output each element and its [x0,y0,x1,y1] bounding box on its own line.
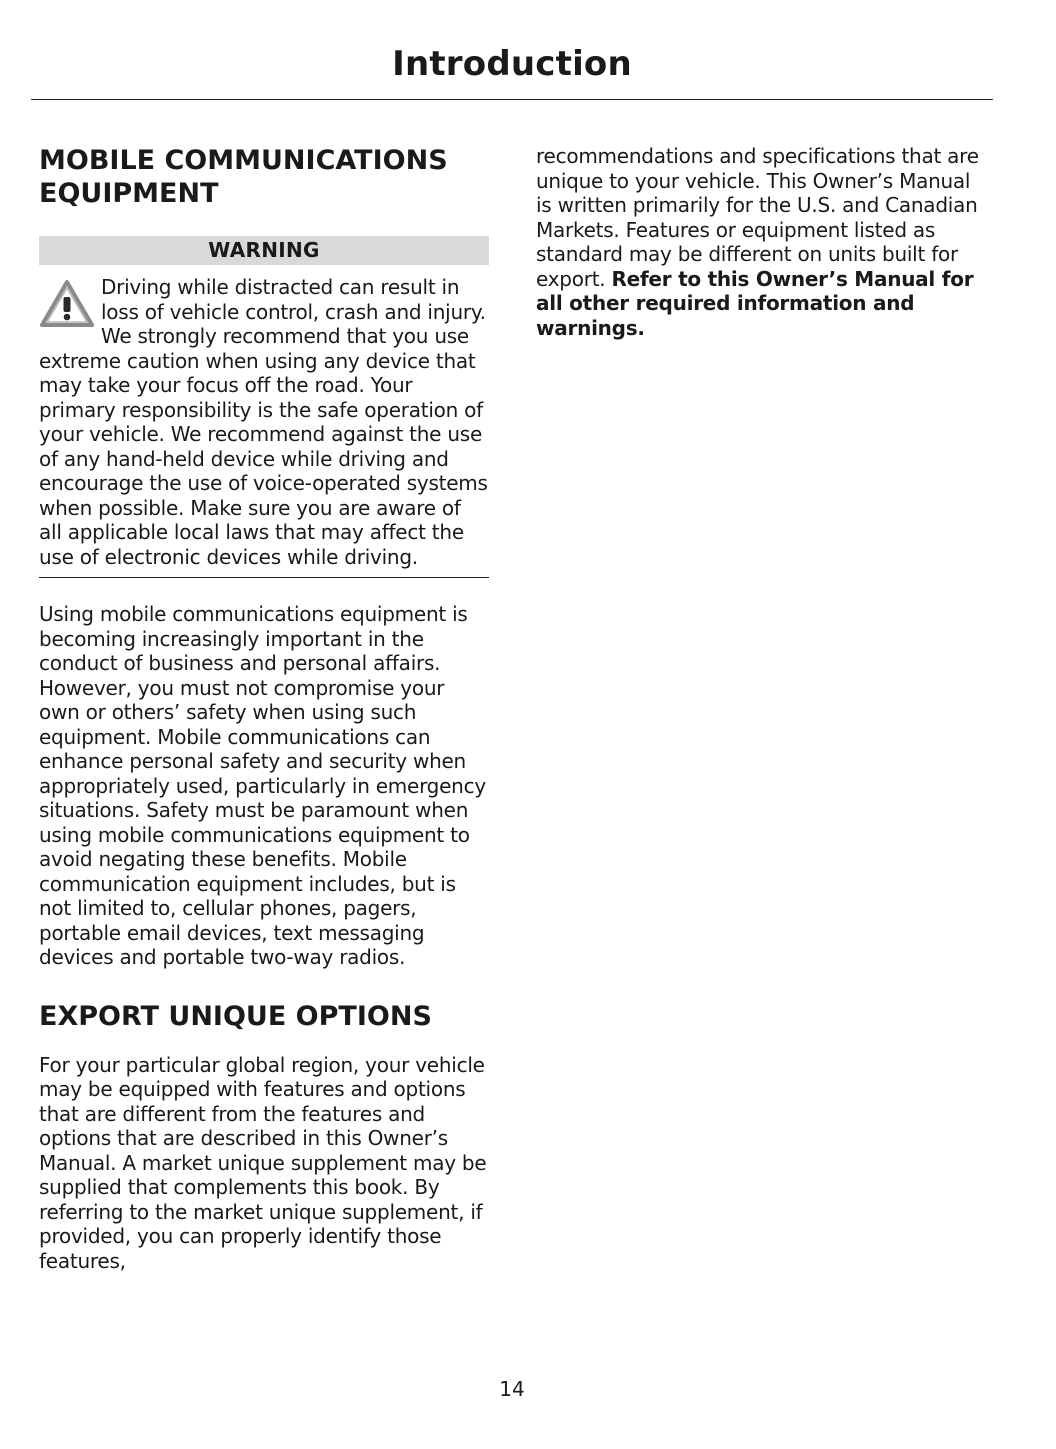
page-number: 14 [499,1377,525,1401]
page-title: Introduction [392,44,632,84]
mobile-communications-paragraph: Using mobile communications equipment is becoming increasingly important in the conduct of business and personal affairs. However, you must not compromise your own or others’ safety when using such equipment. Mobile communications can enhance personal safety and security when appropriately used, particularly in emergency situations. Safety must be paramount when using mobile communications equipment to avoid negating these benefits. Mobile communication equipment includes, but is not limited to, cellular phones, pagers, portable email devices, text messaging devices and portable two-way radios. [39,602,486,969]
left-column [39,144,489,1273]
warning-text: Driving while distracted can result in loss of vehicle control, crash and injury. We strongly recommend that you use extreme caution when using any device that may take your focus off the road. Your primary responsibility is the safe operation of your vehicle. We recommend against the use of any hand-held device while driving and encourage the use of voice-operated systems when possible. Make sure you are aware of all applicable local laws that may affect the use of electronic devices while driving. [39,275,488,569]
heading-line-2: EQUIPMENT [39,178,219,209]
export-options-paragraph: For your particular global region, your vehicle may be equipped with features and options that are different from the features and options that are described in this Owner’s Manual. A market unique supplement may be supplied that complements this book. By referring to the market unique supplement, if provided, you can properly identify those features, [39,1052,487,1273]
heading-line-1: MOBILE COMMUNICATIONS [39,145,448,176]
right-column [536,144,988,340]
warning-triangle-icon [39,279,95,329]
warning-divider [39,577,489,578]
export-continued-paragraph [536,144,988,340]
refer-to-manual-note: Refer to this Owner’s Manual for all other required information and warnings. [536,266,974,340]
warning-label: WARNING [39,236,489,265]
export-continued-text: recommendations and specifications that are unique to your vehicle. This Owner’s Manual is written primarily for the U.S. and Canadian Markets. Features or equipment listed as standard may be different on units built for export. [536,144,979,291]
export-unique-options-heading: EXPORT UNIQUE OPTIONS [39,1000,432,1032]
mobile-communications-heading [39,144,489,210]
header-divider [31,99,993,100]
warning-box [39,275,489,569]
